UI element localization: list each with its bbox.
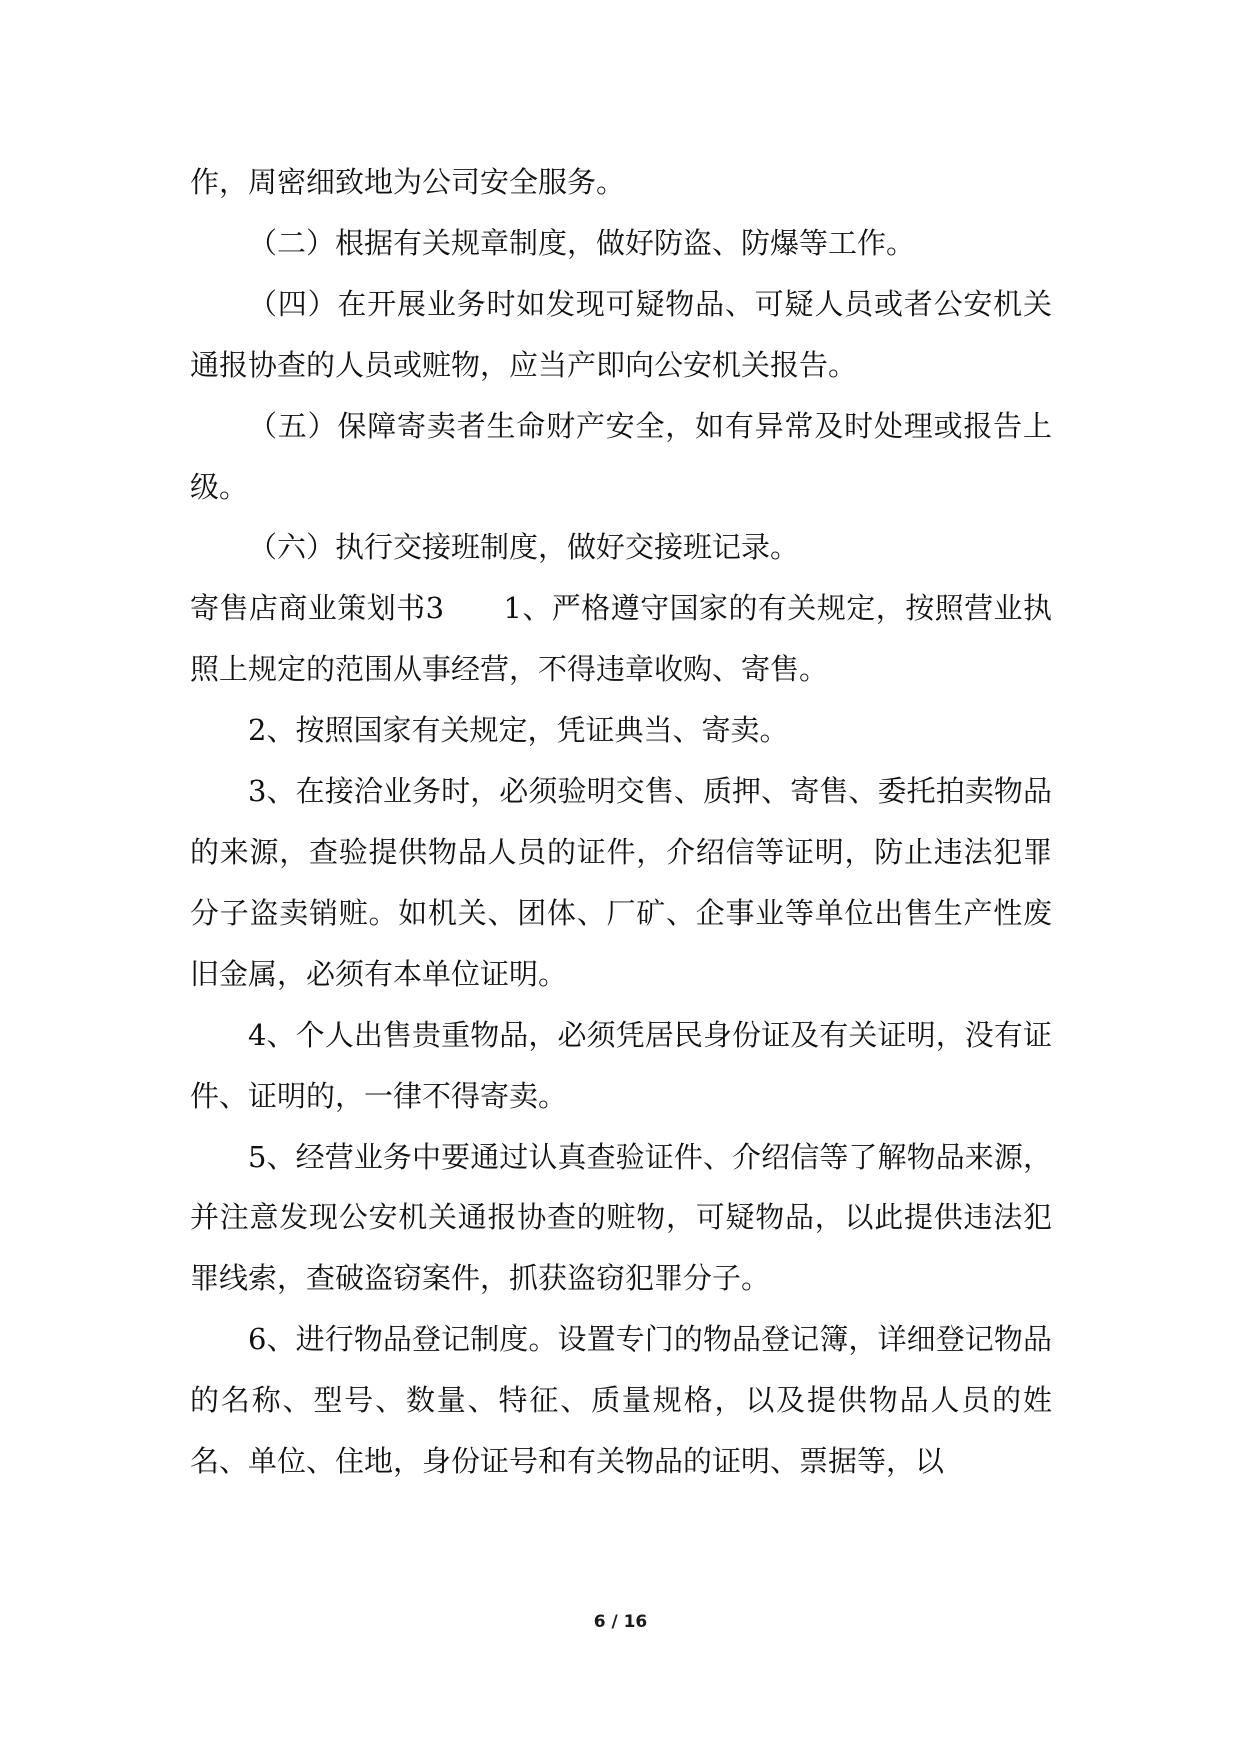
paragraph-rule-3: 3、在接洽业务时，必须验明交售、质押、寄售、委托拍卖物品的来源，查验提供物品人员的证件，介绍信等证明，防止违法犯罪分子盗卖销赃。如机关、团体、厂矿、企事业等单位出售生产性废旧金属，必须有本单位证明。: [190, 774, 1052, 991]
paragraph-rule-2: 2、按照国家有关规定，凭证典当、寄卖。: [248, 713, 789, 748]
paragraph-continuation: 作，周密细致地为公司安全服务。: [190, 165, 626, 199]
paragraph-item-2: （二）根据有关规章制度，做好防盗、防爆等工作。: [248, 225, 916, 260]
paragraph-item-4: （四）在开展业务时如发现可疑物品、可疑人员或者公安机关通报协查的人员或赃物，应当产即向公安机关报告。: [190, 286, 1052, 382]
paragraph-item-6: （六）执行交接班制度，做好交接班记录。: [248, 530, 800, 565]
paragraph-rule-6: 6、进行物品登记制度。设置专门的物品登记簿，详细登记物品的名称、型号、数量、特征、质量规格，以及提供物品人员的姓名、单位、住地，身份证号和有关物品的证明、票据等，以: [190, 1322, 1052, 1479]
document-body: [190, 152, 1052, 1492]
paragraph-rule-4: 4、个人出售贵重物品，必须凭居民身份证及有关证明，没有证件、证明的，一律不得寄卖。: [190, 1017, 1052, 1113]
paragraph-item-5: （五）保障寄卖者生命财产安全，如有异常及时处理或报告上级。: [190, 408, 1052, 504]
paragraph-section-3-rule-1: 寄售店商业策划书3 1、严格遵守国家的有关规定，按照营业执照上规定的范围从事经营，不得违章收购、寄售。: [190, 591, 1052, 687]
paragraph-rule-5: 5、经营业务中要通过认真查验证件、介绍信等了解物品来源，并注意发现公安机关通报协查的赃物，可疑物品，以此提供违法犯罪线索，查破盗窃案件，抓获盗窃犯罪分子。: [190, 1139, 1052, 1296]
page-number: 6 / 16: [593, 1612, 648, 1632]
